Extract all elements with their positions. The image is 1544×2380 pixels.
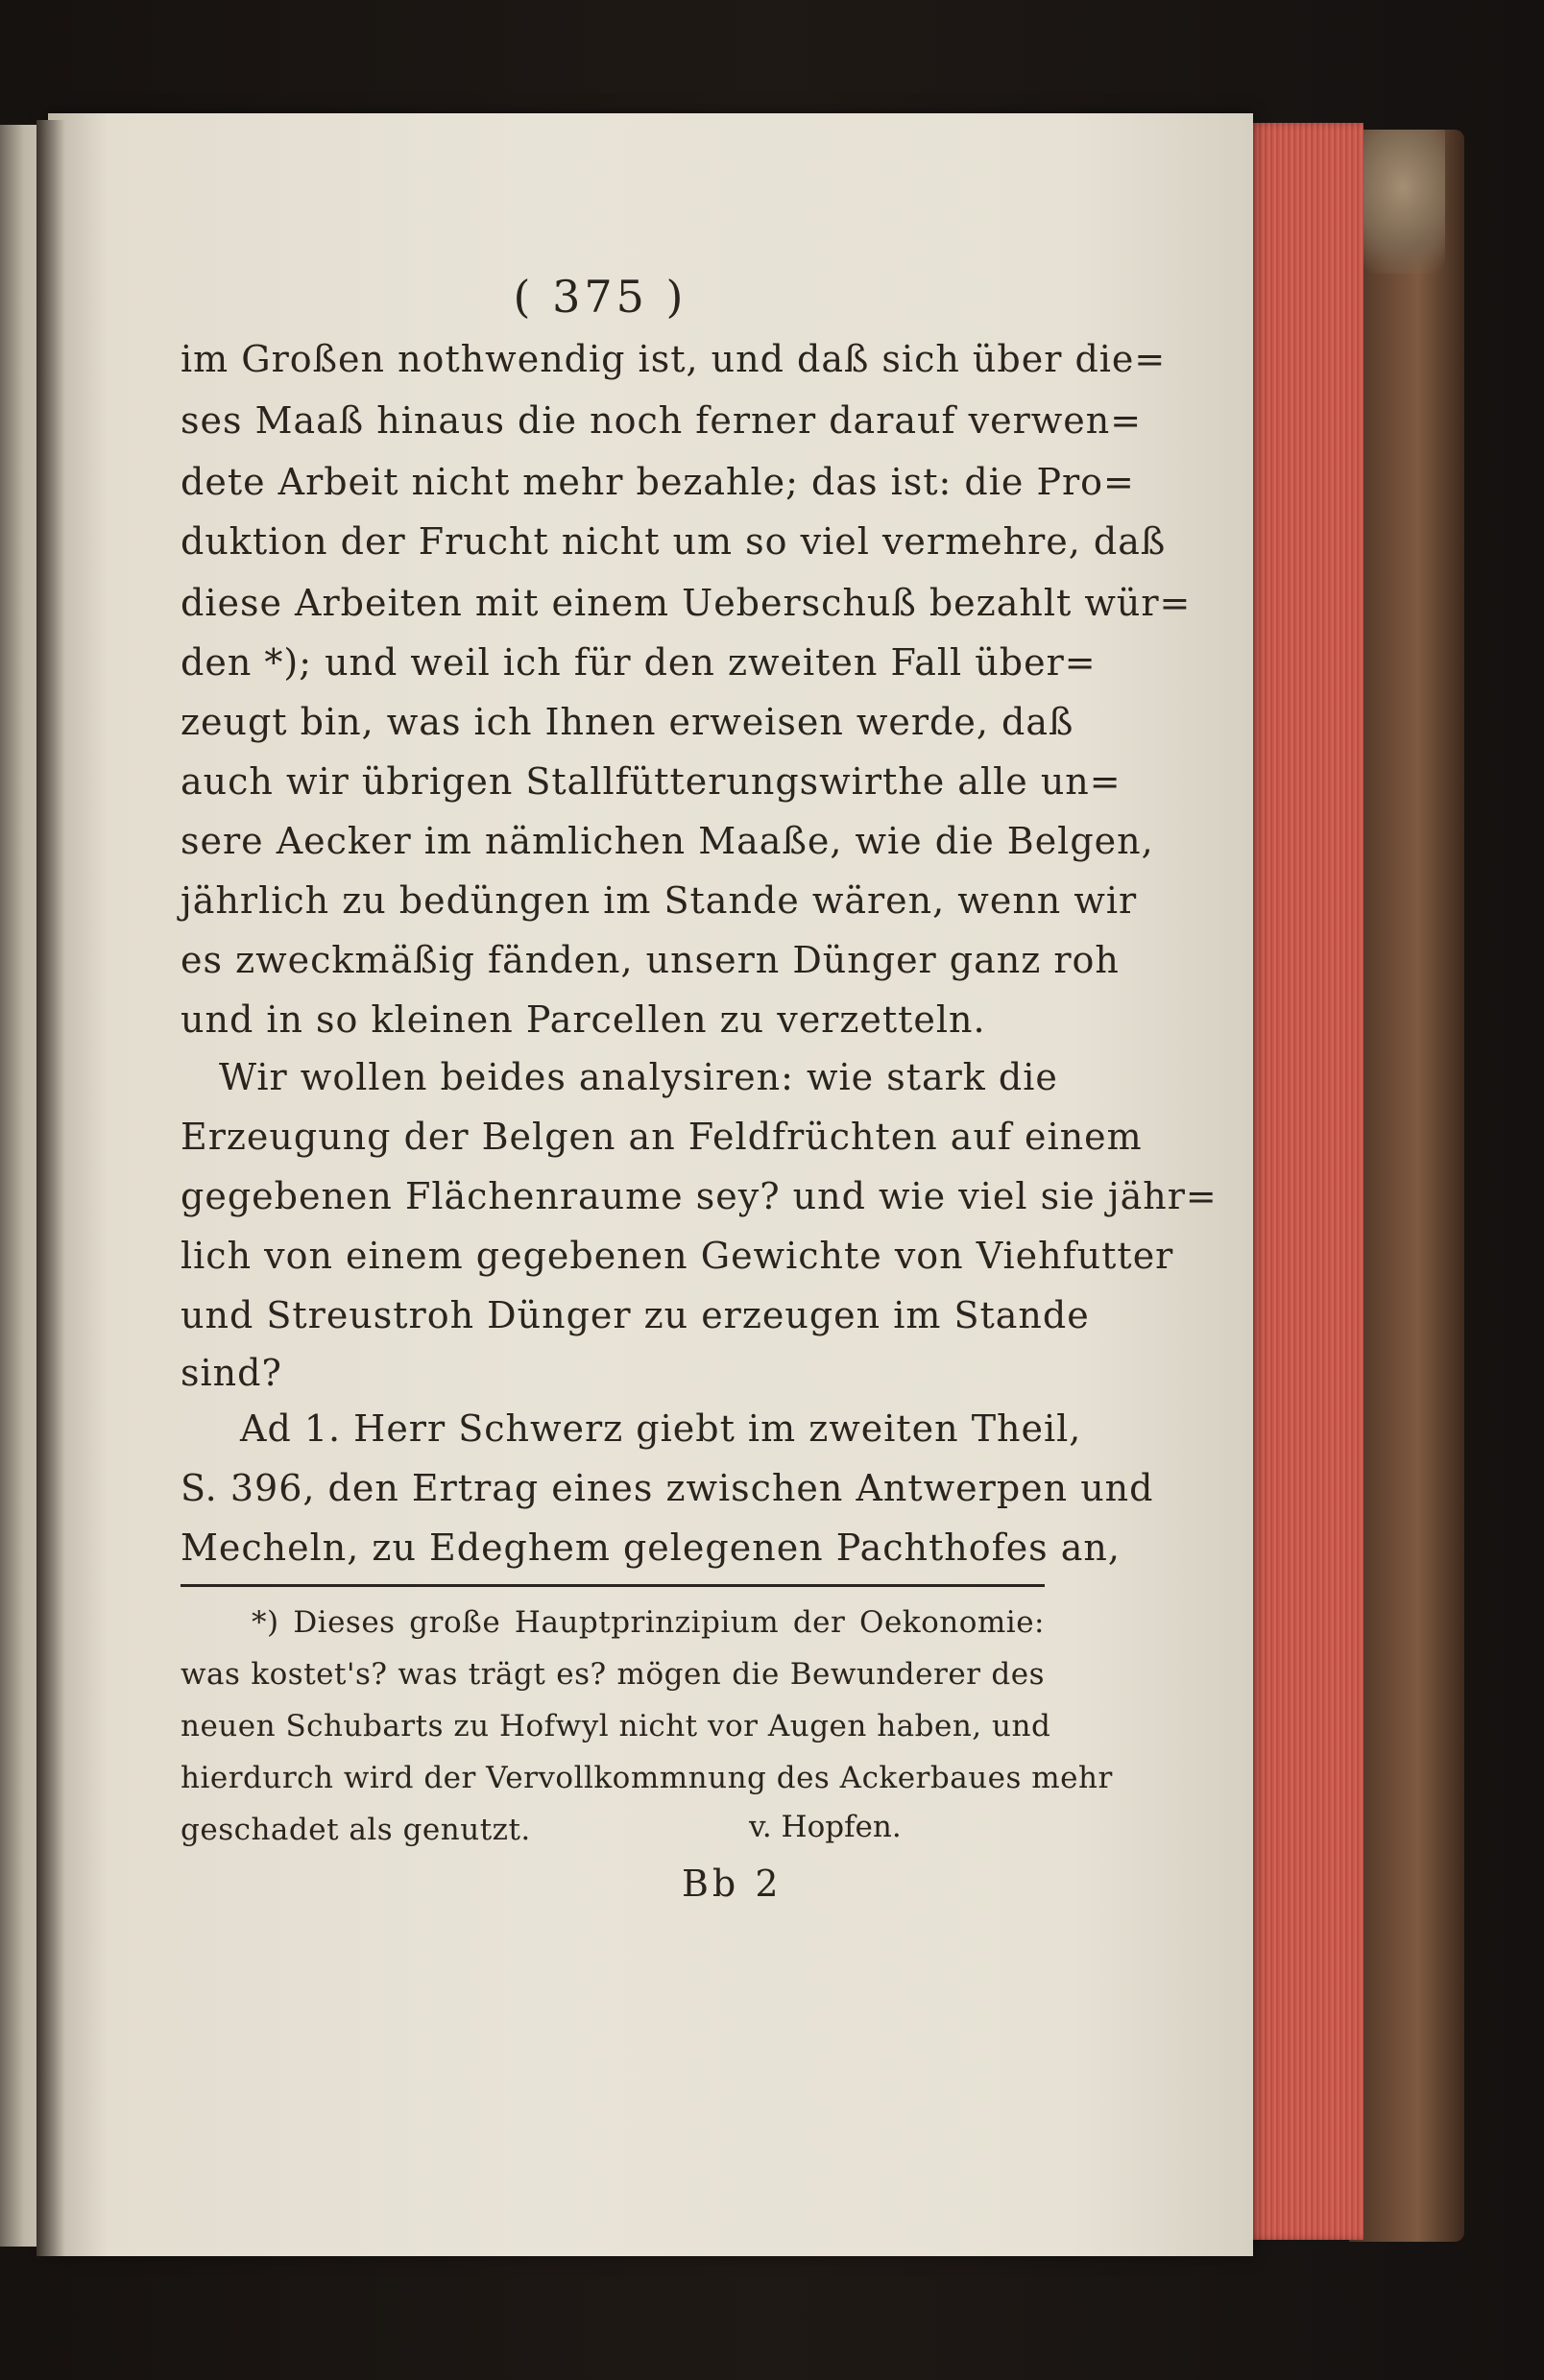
footnote-line: geschadet als genutzt. [181, 1813, 531, 1847]
text-line: dete Arbeit nicht mehr bezahle; das ist: die Pro= [181, 461, 1135, 503]
text-line: und in so kleinen Parcellen zu verzetteln. [181, 998, 986, 1041]
text-line: es zweckmäßig fänden, unsern Dünger ganz roh [181, 939, 1120, 981]
text-line: Ad 1. Herr Schwerz giebt im zweiten Theil, [240, 1407, 1082, 1450]
footnote-author: v. Hopfen. [749, 1810, 902, 1844]
footnote-rule [181, 1584, 1045, 1587]
footnote-line: neuen Schubarts zu Hofwyl nicht vor Augen haben, und [181, 1709, 1051, 1743]
signature-mark: Bb 2 [682, 1863, 783, 1905]
text-line: sere Aecker im nämlichen Maaße, wie die Belgen, [181, 820, 1154, 862]
text-line: Mecheln, zu Edeghem gelegenen Pachthofes an, [181, 1527, 1121, 1569]
text-line: S. 396, den Ertrag eines zwischen Antwerpen und [181, 1467, 1154, 1509]
text-line: diese Arbeiten mit einem Ueberschuß bezahlt wür= [181, 582, 1192, 624]
text-line: lich von einem gegebenen Gewichte von Viehfutter [181, 1235, 1174, 1277]
text-line: zeugt bin, was ich Ihnen erweisen werde, daß [181, 701, 1074, 743]
text-line: im Großen nothwendig ist, und daß sich über die= [181, 338, 1167, 380]
text-line: Wir wollen beides analysiren: wie stark die [219, 1056, 1058, 1098]
text-line: den *); und weil ich für den zweiten Fall über= [181, 641, 1097, 684]
text-line: auch wir übrigen Stallfütterungswirthe alle un= [181, 760, 1122, 803]
red-page-edges [1239, 123, 1363, 2240]
text-line: und Streustroh Dünger zu erzeugen im Stande [181, 1294, 1090, 1336]
text-line: Erzeugung der Belgen an Feldfrüchten auf einem [181, 1116, 1143, 1158]
footnote-line: was kostet's? was trägt es? mögen die Bewunderer des [181, 1657, 1045, 1692]
text-line: duktion der Frucht nicht um so viel vermehre, daß [181, 520, 1167, 563]
text-line: gegebenen Flächenraume sey? und wie viel sie jähr= [181, 1175, 1218, 1217]
text-line: ses Maaß hinaus die noch ferner darauf verwen= [181, 399, 1143, 442]
footnote-line: *) Dieses große Hauptprinzipium der Oekonomie: [252, 1605, 1045, 1640]
page-number: ( 375 ) [513, 271, 688, 323]
footnote-line: hierdurch wird der Vervollkommnung des Ackerbaues mehr [181, 1761, 1113, 1795]
book-cover [1349, 130, 1464, 2242]
gutter [36, 120, 65, 2256]
text-line: jährlich zu bedüngen im Stande wären, wenn wir [181, 879, 1138, 922]
text-line: sind? [181, 1352, 282, 1394]
